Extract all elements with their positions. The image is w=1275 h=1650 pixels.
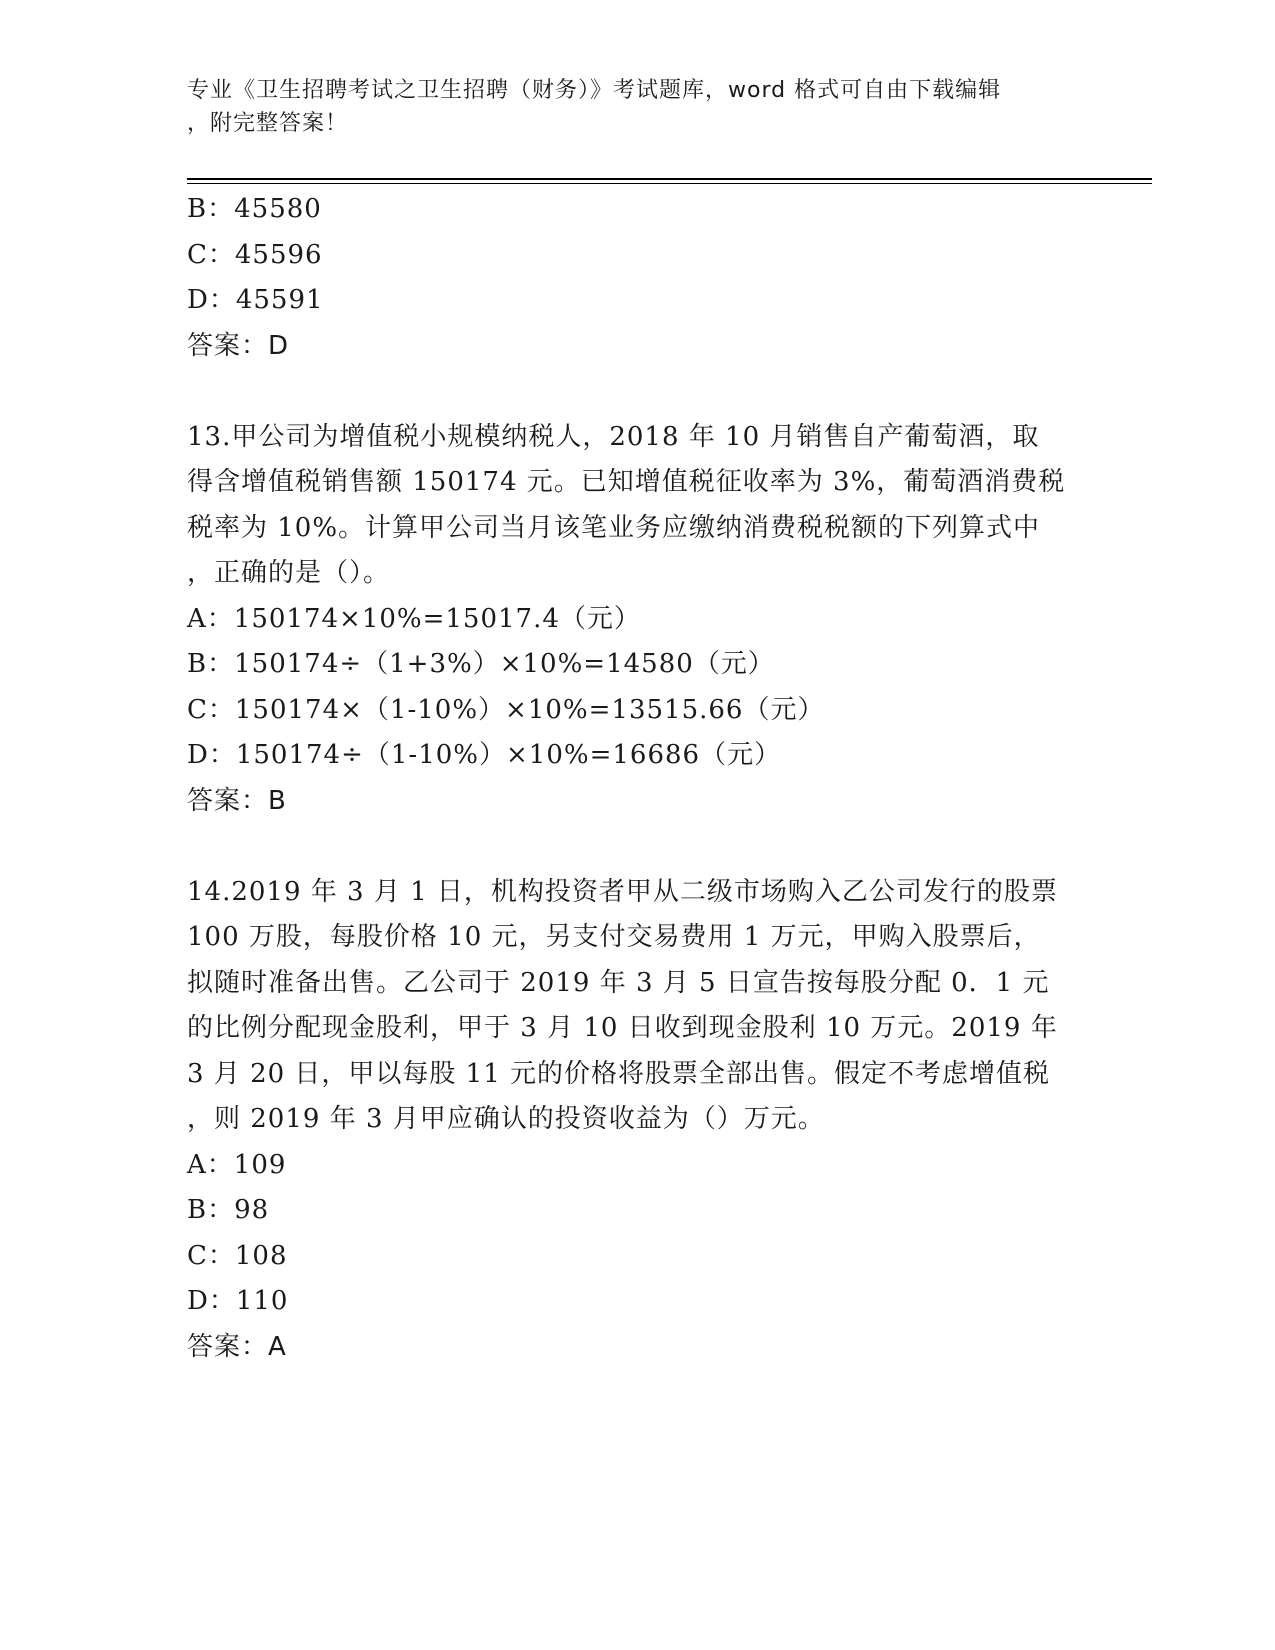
question-stem-line: 3 月 20 日，甲以每股 11 元的价格将股票全部出售。假定不考虑增值税: [187, 1058, 1051, 1089]
answer-line: 答案：A: [187, 1331, 287, 1362]
document-body: [187, 187, 1087, 1370]
option-c: C：45596: [187, 239, 323, 270]
option-c: C：150174×（1-10%）×10%=13515.66（元）: [187, 694, 825, 725]
question-stem-line: 的比例分配现金股利，甲于 3 月 10 日收到现金股利 10 万元。2019 年: [187, 1013, 1058, 1043]
question-13: [187, 415, 1087, 825]
option-d: D：150174÷（1-10%）×10%=16686（元）: [187, 740, 782, 770]
question-stem-line: ，正确的是（）。: [187, 558, 391, 588]
spacer: [187, 369, 1087, 415]
header-divider-thick: [187, 178, 1152, 180]
option-a: A：109: [187, 1149, 287, 1180]
header-divider-thin: [187, 183, 1152, 184]
question-stem-line: ，则 2019 年 3 月甲应确认的投资收益为（）万元。: [187, 1104, 825, 1134]
option-b: B：45580: [187, 194, 322, 224]
question-stem-line: 100 万股，每股价格 10 元，另支付交易费用 1 万元，甲购入股票后，: [187, 922, 1041, 952]
answer-line: 答案：D: [187, 330, 290, 361]
header-title-line-1: 专业《卫生招聘考试之卫生招聘（财务）》考试题库，word 格式可自由下载编辑: [187, 78, 1002, 103]
option-d: D：110: [187, 1286, 289, 1316]
option-b: B：98: [187, 1195, 270, 1225]
document-header: [187, 74, 1067, 140]
header-title-line-2: ，附完整答案！: [187, 111, 349, 136]
question-14: [187, 870, 1087, 1371]
option-d: D：45591: [187, 285, 324, 315]
question-12-tail: [187, 187, 1087, 369]
question-stem-line: 13.甲公司为增值税小规模纳税人，2018 年 10 月销售自产葡萄酒，取: [187, 421, 1040, 452]
option-a: A：150174×10%=15017.4（元）: [187, 603, 641, 634]
question-stem-line: 拟随时准备出售。乙公司于 2019 年 3 月 5 日宣告按每股分配 0．1 元: [187, 967, 1050, 998]
question-stem-line: 得含增值税销售额 150174 元。已知增值税征收率为 3%，葡萄酒消费税: [187, 467, 1066, 497]
answer-line: 答案：B: [187, 785, 287, 816]
option-b: B：150174÷（1+3%）×10%=14580（元）: [187, 649, 775, 679]
question-stem-line: 税率为 10%。计算甲公司当月该笔业务应缴纳消费税税额的下列算式中: [187, 512, 1041, 543]
spacer: [187, 824, 1087, 870]
option-c: C：108: [187, 1240, 288, 1271]
question-stem-line: 14.2019 年 3 月 1 日，机构投资者甲从二级市场购入乙公司发行的股票: [187, 876, 1058, 907]
